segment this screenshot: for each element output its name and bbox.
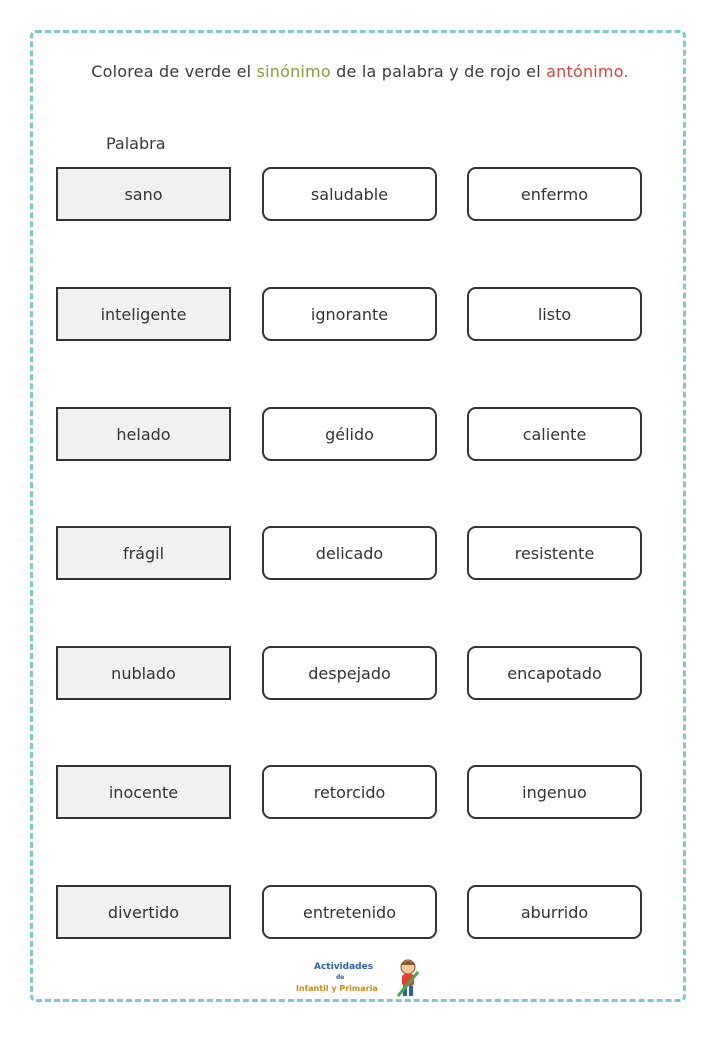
word-row — [0, 885, 720, 941]
word-row — [0, 646, 720, 702]
option-box[interactable]: aburrido — [467, 885, 642, 939]
child-mascot-icon — [394, 958, 422, 1000]
instruction-part-1: Colorea de verde el — [91, 62, 257, 81]
instruction-part-2: de la palabra y de rojo el — [330, 62, 547, 81]
option-box[interactable]: ignorante — [262, 287, 437, 341]
option-box[interactable]: despejado — [262, 646, 437, 700]
site-logo — [296, 958, 426, 1000]
logo-line-1: Actividades — [314, 962, 374, 972]
word-row — [0, 526, 720, 582]
option-box[interactable]: encapotado — [467, 646, 642, 700]
option-box[interactable]: entretenido — [262, 885, 437, 939]
antonym-highlight: antónimo — [546, 62, 624, 81]
column-header-palabra: Palabra — [106, 134, 166, 153]
synonym-highlight: sinónimo — [256, 62, 331, 81]
logo-line-2: de — [336, 974, 345, 981]
word-row — [0, 287, 720, 343]
target-word-box: inocente — [56, 765, 231, 819]
option-box[interactable]: ingenuo — [467, 765, 642, 819]
word-row — [0, 407, 720, 463]
instruction-part-3: . — [623, 62, 629, 81]
target-word-box: divertido — [56, 885, 231, 939]
word-row — [0, 765, 720, 821]
option-box[interactable]: caliente — [467, 407, 642, 461]
option-box[interactable]: gélido — [262, 407, 437, 461]
option-box[interactable]: retorcido — [262, 765, 437, 819]
logo-line-3: Infantil y Primaria — [296, 984, 378, 993]
target-word-box: frágil — [56, 526, 231, 580]
option-box[interactable]: enfermo — [467, 167, 642, 221]
target-word-box: nublado — [56, 646, 231, 700]
option-box[interactable]: delicado — [262, 526, 437, 580]
word-row — [0, 167, 720, 223]
option-box[interactable]: saludable — [262, 167, 437, 221]
target-word-box: inteligente — [56, 287, 231, 341]
target-word-box: sano — [56, 167, 231, 221]
target-word-box: helado — [56, 407, 231, 461]
option-box[interactable]: resistente — [467, 526, 642, 580]
option-box[interactable]: listo — [467, 287, 642, 341]
